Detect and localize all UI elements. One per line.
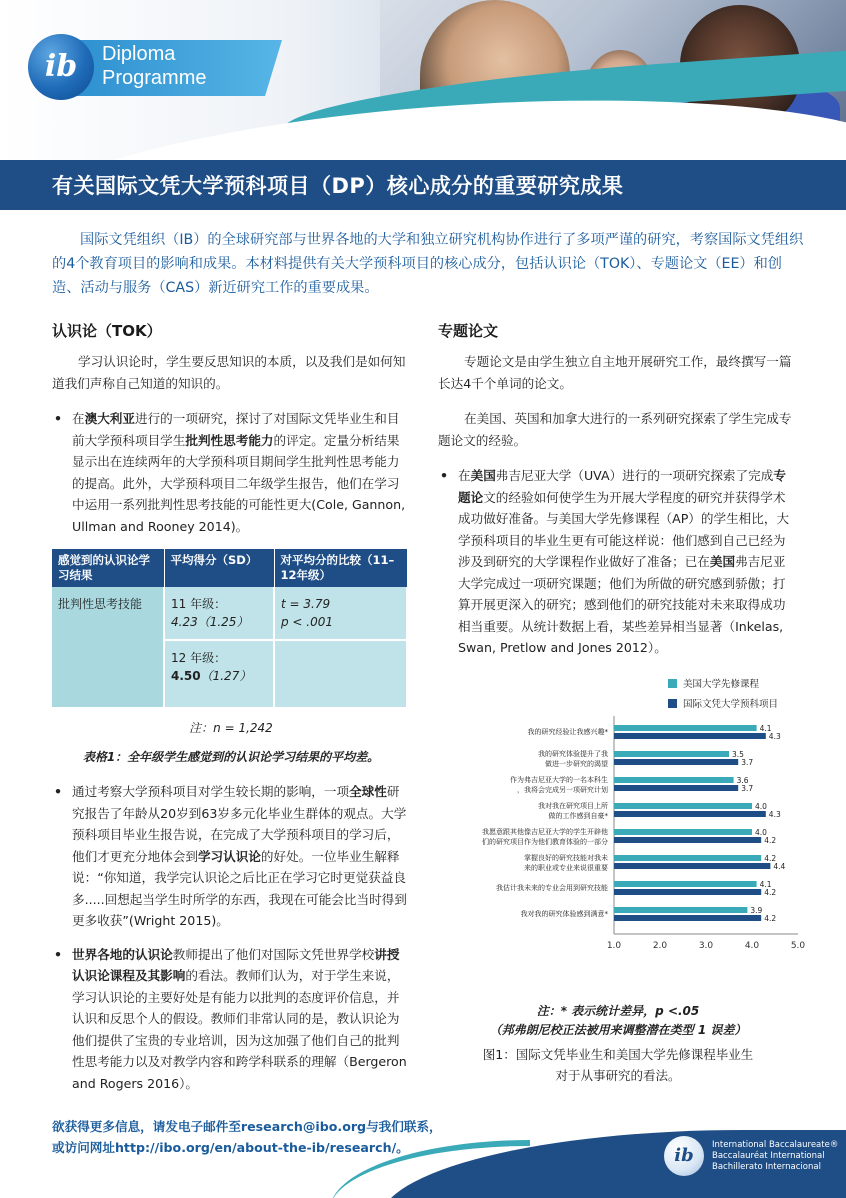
grade11-value: 4.23（1.25） [171,615,249,629]
bar [614,829,752,835]
bullet-dot: • [54,784,63,799]
table-row [52,587,407,640]
bar [614,881,757,887]
ee-bullet-uva [438,465,798,659]
chart-note [438,1002,798,1040]
x-tick-label: 4.0 [744,941,760,951]
category-label: 我对我的研究体验感到满意* [520,910,608,918]
ib-logo-icon: ib [664,1136,704,1176]
text: 通过考察大学预科项目对学生较长期的影响，一项 [72,784,350,799]
table-cell [164,587,274,640]
x-tick-label: 2.0 [652,941,668,951]
figure-caption [438,1044,798,1086]
bold-text: 学习认识论 [197,848,261,864]
category-label: 我估计我未来的专业会用到研究技能 [496,884,608,892]
bar [614,777,734,783]
ee-heading: 专题论文 [438,322,499,340]
contact-line[interactable]: 或访问网址http://ibo.org/en/about-the-ib/research/。 [52,1140,409,1155]
table-cell [164,640,274,708]
tok-bullet-teachers [52,944,410,1095]
category-label: ，我将会完成另一项研究计划 [517,786,608,794]
tok-heading: 认识论（TOK） [52,322,162,340]
data-label: 4.2 [764,836,777,845]
text: 弗吉尼亚大学（UVA）进行的一项研究探索了完成 [495,468,774,483]
category-label: 我的研究经验让我感兴趣* [527,728,608,736]
data-label: 4.4 [773,862,786,871]
bar [614,803,752,809]
tok-table [52,549,408,709]
legend-label: 国际文凭大学预科项目 [683,699,779,710]
ib-dp-logo [28,34,258,98]
x-tick-label: 5.0 [790,941,806,951]
p-value: p < .001 [281,615,334,629]
grade12-sd: （1.27） [200,669,252,683]
figure-caption-line: 对于从事研究的看法。 [555,1068,681,1083]
legend-label: 美国大学先修课程 [683,679,760,690]
text: 的好处。一位毕业生解释说：“你知道，我学完认识论之后比正在学习它时更觉获益良多.....回想起当学生时所学的东西，我现在可能会比当时得到更多收获”(Wright 2015)。 [72,848,407,928]
text: 进行的一项研究，探讨了对国际文凭毕业生和目前大学预科项目学生 [72,411,400,448]
figure-caption-line: 图1：国际文凭毕业生和美国大学先修课程毕业生 [482,1047,754,1062]
bold-text: 澳大利亚 [84,411,135,426]
data-label: 4.2 [764,854,777,863]
category-label: 做进一步研究的渴望 [545,760,608,768]
bullet-dot: • [54,946,63,962]
grade12-mean: 4.50 [171,669,201,683]
x-tick-label: 1.0 [606,941,622,951]
table-cell [274,640,407,708]
tok-column [52,320,410,1106]
bar [614,733,766,739]
bold-text: 世界各地的认识论 [72,946,173,962]
contact-line[interactable]: 欲获得更多信息，请发电子邮件至research@ibo.org与我们联系， [52,1119,442,1134]
chart-note-line: （邦弗朗尼校正法被用来调整潜在类型 1 误差） [489,1023,747,1037]
legend-item [668,676,778,690]
ee-intro: 专题论文是由学生独立自主地开展研究工作，最终撰写一篇长达4千个单词的论文。 [438,354,792,391]
logo-line1: Diploma [102,43,176,65]
bar [614,725,757,731]
data-label: 3.6 [736,776,749,785]
table-header: 对平均分的比较（11–12年级） [274,549,407,587]
logo-text [102,42,206,90]
header-banner [0,0,846,160]
org-name-es: Bachillerato Internacional [712,1162,821,1172]
text: 的评定。定量分析结果显示出在连续两年的大学预科项目期间学生批判性思考能力的提高。此外，大学预科项目二年级学生报告，他们在学习中运用一系列批判性思考技能的可能性更大(Cole, Gannon, Ullman and Rooney 2014)。 [72,432,406,534]
legend-swatch [668,699,677,708]
x-tick-label: 3.0 [698,941,714,951]
chart-note-line: 注：* 表示统计差异，p <.05 [536,1004,700,1018]
t-value: t = 3.79 [281,597,331,611]
legend-item [668,696,778,710]
bar [614,759,738,765]
chart-legend [668,676,778,716]
table-cell [274,587,407,640]
legend-swatch [668,679,677,688]
table-note: 注：n = 1,242 [189,721,273,735]
org-name-en: International Baccalaureate® [712,1140,839,1150]
table-header: 感觉到的认识论学习结果 [52,549,164,587]
research-chart [438,676,818,976]
bold-text: 美国 [709,554,736,569]
text: 研究报告了年龄从20岁到63岁多元化毕业生群体的观点。大学预科项目毕业生报告说，在完成了大学预科项目的学习后，他们才更充分地体会到 [72,784,407,864]
intro-paragraph: 国际文凭组织（IB）的全球研究部与世界各地的大学和独立研究机构协作进行了多项严谨的研究，考察国际文凭组织的4个教育项目的影响和成果。本材料提供有关大学预科项目的核心成分，包括认识论（TOK）、专题论文（EE）和创造、活动与服务（CAS）新近研究工作的重要成果。 [52,232,804,296]
data-label: 4.1 [759,880,772,889]
category-label: 来的职业或专业来说很重要 [524,864,608,872]
data-label: 3.9 [750,906,763,915]
title-bar [0,160,846,210]
bar [614,863,770,869]
grade12-label: 12 年级： [171,651,227,665]
footer-contact [52,1116,472,1158]
ee-column [438,320,798,671]
bold-text: 专题论 [458,468,786,505]
tok-intro: 学习认识论时，学生要反思知识的本质，以及我们是如何知道我们声称自己知道的知识的。 [52,354,406,391]
data-label: 3.5 [732,750,744,759]
bar [614,889,761,895]
category-label: 我对我在研究项目上所 [538,802,608,810]
table-header: 平均得分（SD） [164,549,274,587]
data-label: 3.7 [741,758,754,767]
bar [614,811,766,817]
bold-text: 讲授认识论课程及其影响 [72,946,400,983]
category-label: 做的工作感到自豪* [548,812,608,820]
data-label: 3.7 [741,784,754,793]
text: 教师提出了他们对国际文凭世界学校 [172,946,375,962]
bold-text: 批判性思考能力 [185,432,274,448]
data-label: 4.3 [768,732,781,741]
data-label: 4.1 [759,724,772,733]
bold-text: 美国 [470,468,496,483]
tok-bullet-global [52,781,410,932]
category-label: 们的研究项目作为他们教育体验的一部分 [482,838,608,846]
tok-bullet-australia [52,408,410,537]
bar-chart-svg [438,676,818,976]
data-label: 4.0 [755,802,767,811]
bullet-dot: • [440,468,449,483]
bar [614,751,729,757]
category-label: 掌握良好的研究技能对我未 [524,854,608,862]
data-label: 4.3 [768,810,781,819]
text: 的看法。教师们认为，对于学生来说，学习认识论的主要好处是有能力以批判的态度评价信息，并认识和反思个人的假设。教师们非常认同的是，教认识论为他们提供了宝贵的专业培训，因为这加强了他们自己的批判性思考能力以及对教学内容和跨学科联系的理解（Bergeron and Rogers 2016）。 [72,968,407,1091]
org-name-fr: Baccalauréat International [712,1151,825,1161]
bar [614,855,761,861]
bar [614,907,747,913]
text: 在 [458,468,471,483]
bar [614,837,761,843]
bold-text: 全球性 [349,784,387,799]
ib-org-names [712,1140,838,1173]
page-title: 有关国际文凭大学预科项目（DP）核心成分的重要研究成果 [52,174,624,198]
grade11-label: 11 年级： [171,597,227,611]
text: 文的经验如何使学生为开展大学程度的研究并获得学术成功做好准备。与美国大学先修课程（AP）的学生相比，大学预科项目的毕业生更有可能这样说：他们感到自己已经为涉及到研究的大学课程作业做好了准备；已在 [458,489,790,569]
category-label: 我愿意跟其他像吉尼亚大学的学生开辟他 [482,828,608,836]
text: 弗吉尼亚大学完成过一项研究课题；他们为所做的研究感到骄傲；打算开展更深入的研究；感到他们的研究技能对未来取得成功相当重要。从统计数据上看，某些差异相当显著（Inkelas, Swan, Pretlow and Jones 2012）。 [458,554,786,655]
data-label: 4.2 [764,914,777,923]
text: 在 [72,411,85,426]
category-label: 我的研究体验提升了我 [538,750,608,758]
bullet-dot: • [54,411,63,426]
data-label: 4.2 [764,888,777,897]
bar [614,785,738,791]
logo-line2: Programme [102,67,207,89]
category-label: 作为弗吉尼亚大学的一名本科生 [510,776,608,784]
ee-para2: 在美国、英国和加拿大进行的一系列研究探索了学生完成专题论文的经验。 [438,411,792,448]
table-caption: 表格1：全年级学生感觉到的认识论学习结果的平均差。 [82,750,380,764]
bar [614,915,761,921]
table-header-row [52,549,407,587]
table-row-label: 批判性思考技能 [52,587,164,708]
ib-logo-icon: ib [28,34,94,100]
data-label: 4.0 [755,828,767,837]
